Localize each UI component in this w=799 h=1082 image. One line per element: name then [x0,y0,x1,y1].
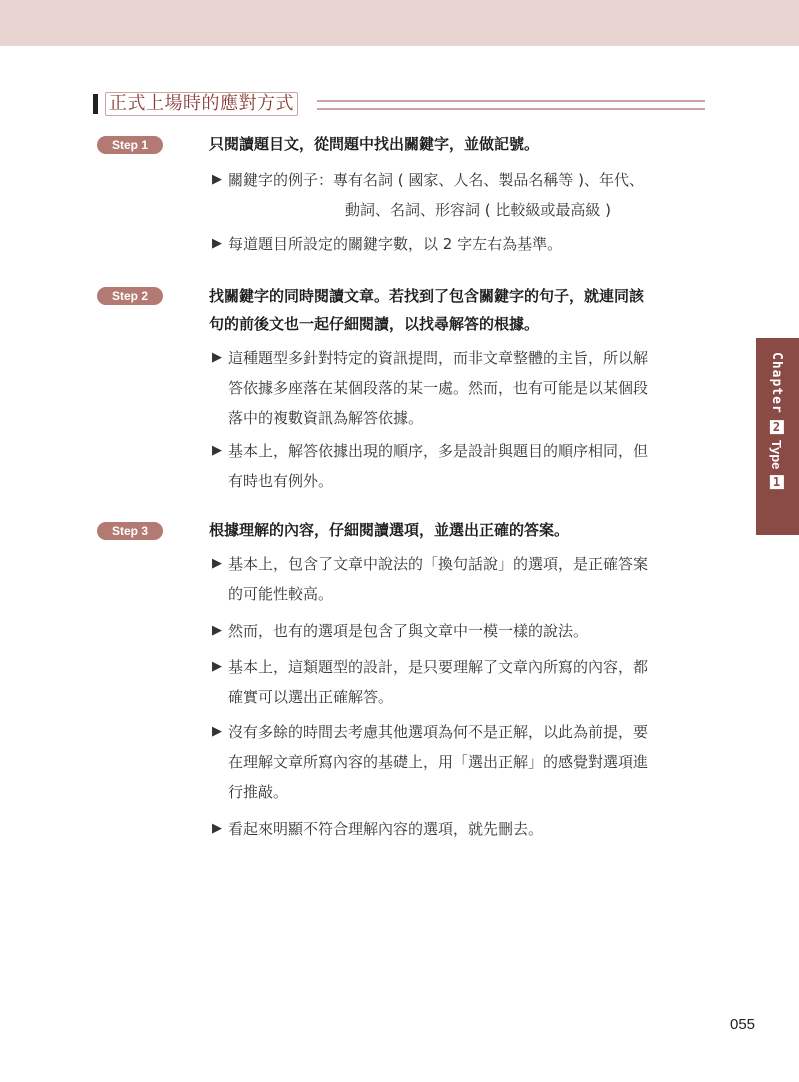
step-3-title [209,516,699,544]
step-3-bullet-5 [212,814,704,844]
triangle-bullet-icon: ▶ [212,623,222,638]
step-1-bullet-2 [212,229,704,259]
bullet-line: 落中的複數資訊為解答依據。 [228,409,424,427]
step-2-title [209,282,699,338]
bullet-line: 然而，也有的選項是包含了與文章中一模一樣的說法。 [228,622,589,640]
bullet-line: 基本上，包含了文章中說法的「換句話說」的選項，是正確答案 [228,555,649,573]
bullet-line: 確實可以選出正確解答。 [228,688,394,706]
top-color-band [0,0,799,46]
bullet-line: 關鍵字的例子：專有名詞 ( 國家、人名、製品名稱等 )、年代、 [228,171,645,189]
title-line: 找關鍵字的同時閱讀文章。若找到了包含關鍵字的句子，就連同該 [209,287,645,305]
bullet-line: 基本上，這類題型的設計，是只要理解了文章內所寫的內容，都 [228,658,649,676]
header-rule [317,100,705,110]
step-3-badge: Step 3 [97,522,163,540]
step-3-bullet-3 [212,652,704,712]
title-line: 句的前後文也一起仔細閱讀，以找尋解答的根據。 [209,315,540,333]
step-3-bullet-2 [212,616,704,646]
triangle-bullet-icon: ▶ [212,821,222,836]
bullet-line: 答依據多座落在某個段落的某一處。然而，也有可能是以某個段 [228,379,649,397]
bullet-line: 沒有多餘的時間去考慮其他選項為何不是正解，以此為前提，要 [228,723,649,741]
bullet-line: 每道題目所設定的關鍵字數，以 2 字左右為基準。 [228,235,563,253]
bullet-line: 動詞、名詞、形容詞 ( 比較級或最高級 ) [345,201,612,219]
bullet-line: 這種題型多針對特定的資訊提問，而非文章整體的主旨，所以解 [228,349,649,367]
triangle-bullet-icon: ▶ [212,659,222,674]
title-line: 根據理解的內容，仔細閱讀選項，並選出正確的答案。 [209,521,570,539]
chapter-side-tab [756,338,799,535]
chapter-label: Chapter [769,352,785,414]
type-label: Type [769,440,785,470]
bullet-line: 看起來明顯不符合理解內容的選項，就先刪去。 [228,820,544,838]
triangle-bullet-icon: ▶ [212,556,222,571]
triangle-bullet-icon: ▶ [212,350,222,365]
step-3-bullet-4 [212,717,704,807]
header-marker [93,94,98,114]
bullet-line: 在理解文章所寫內容的基礎上，用「選出正解」的感覺對選項進 [228,753,649,771]
triangle-bullet-icon: ▶ [212,172,222,187]
step-3-bullet-1 [212,549,704,609]
bullet-line: 的可能性較高。 [228,585,334,603]
section-title: 正式上場時的應對方式 [105,92,298,116]
bullet-line: 基本上，解答依據出現的順序，多是設計與題目的順序相同，但 [228,442,649,460]
step-2-bullet-1 [212,343,704,433]
section-header [93,93,705,115]
bullet-line: 行推敲。 [228,783,289,801]
page-number: 055 [730,1016,756,1033]
chapter-number: 2 [770,420,784,434]
title-line: 只閱讀題目文，從問題中找出關鍵字，並做記號。 [209,135,540,153]
triangle-bullet-icon: ▶ [212,443,222,458]
step-1-bullet-1 [212,165,704,225]
type-number: 1 [770,476,784,490]
step-2-badge: Step 2 [97,287,163,305]
step-2-bullet-2 [212,436,704,496]
step-1-title [209,130,699,158]
triangle-bullet-icon: ▶ [212,724,222,739]
step-1-badge: Step 1 [97,136,163,154]
bullet-line: 有時也有例外。 [228,472,334,490]
triangle-bullet-icon: ▶ [212,236,222,251]
